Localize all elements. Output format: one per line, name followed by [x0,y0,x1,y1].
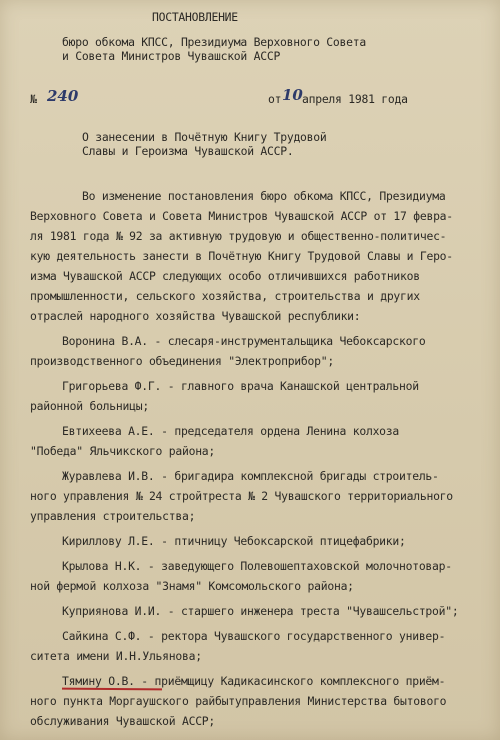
intro-line: кую деятельность занести в Почётную Книгу Трудовой Славы и Геро- [30,249,453,263]
date-prefix: от [268,92,282,106]
document-number: 240 [47,87,79,105]
entry-voronina-line-2: производственного объединения "Электроприбор"; [30,354,334,368]
issuer-line-2: и Совета Министров Чувашской АССР [62,49,281,63]
intro-line: отраслей народного хозяйства Чувашской республики: [30,309,361,323]
issuer-line-1: бюро обкома КПСС, Президиума Верховного Совета [62,35,366,49]
entry-grigorieva-line-1: Григорьева Ф.Г. - главного врача Канашской центральной [62,379,419,393]
intro-line: Верховного Совета и Совета Министров Чувашской АССР от 17 февра- [30,209,453,223]
entry-kirillova-line-1: Кириллову Л.Е. - птичницу Чебоксарской птицефабрики; [62,534,406,548]
entry-kupriyanov-line-1: Куприянова И.И. - старшего инженера треста "Чувашсельстрой"; [62,604,459,618]
entry-voronina-line-1: Воронина В.А. - слесаря-инструментальщика Чебоксарского [62,334,426,348]
entry-evtikheev-line-2: "Победа" Яльчикского района; [30,444,216,458]
entry-krylov-line-2: ной фермой колхоза "Знамя" Комсомольского района; [30,579,354,593]
entry-saykin-line-1: Сайкина С.Ф. - ректора Чувашского государственного универ- [62,629,446,643]
subject-line-2: Славы и Героизма Чувашской АССР. [82,144,294,158]
entry-krylov-line-1: Крылова Н.К. - заведующего Полевошептаховской молочнотовар- [62,559,452,573]
document-title: ПОСТАНОВЛЕНИЕ [152,10,238,24]
entry-zhuravlev-line-2: ного управления № 24 стройтреста № 2 Чувашского территориального [30,489,453,503]
red-underline-mark [62,688,162,691]
number-prefix: № [30,92,37,106]
intro-line: изма Чувашской АССР следующих особо отличившихся работников [30,269,420,283]
intro-line: Во изменение постановления бюро обкома КПСС, Президиума [82,189,446,203]
date-day: 10 [282,86,303,104]
entry-tyamina-line-3: обслуживания Чувашской АССР; [30,714,216,728]
entry-evtikheev-line-1: Евтихеева А.Е. - председателя ордена Ленина колхоза [62,424,399,438]
subject-line-1: О занесении в Почётную Книгу Трудовой [82,130,327,144]
date-rest: апреля 1981 года [302,92,408,106]
entry-saykin-line-2: ситета имени И.Н.Ульянова; [30,649,202,663]
entry-tyamina-line-1: Тямину О.В. - приёмщицу Кадикасинского комплексного приём- [62,674,446,688]
intro-line: промышленности, сельского хозяйства, строительства и других [30,289,420,303]
entry-zhuravlev-line-3: управления строительства; [30,509,196,523]
intro-line: ля 1981 года № 92 за активную трудовую и общественно-политичес- [30,229,447,243]
entry-grigorieva-line-2: районной больницы; [30,399,149,413]
entry-zhuravlev-line-1: Журавлева И.В. - бригадира комплексной бригады строитель- [62,469,439,483]
entry-tyamina-line-2: ного пункта Моргаушского райбытуправления Министерства бытового [30,694,447,708]
